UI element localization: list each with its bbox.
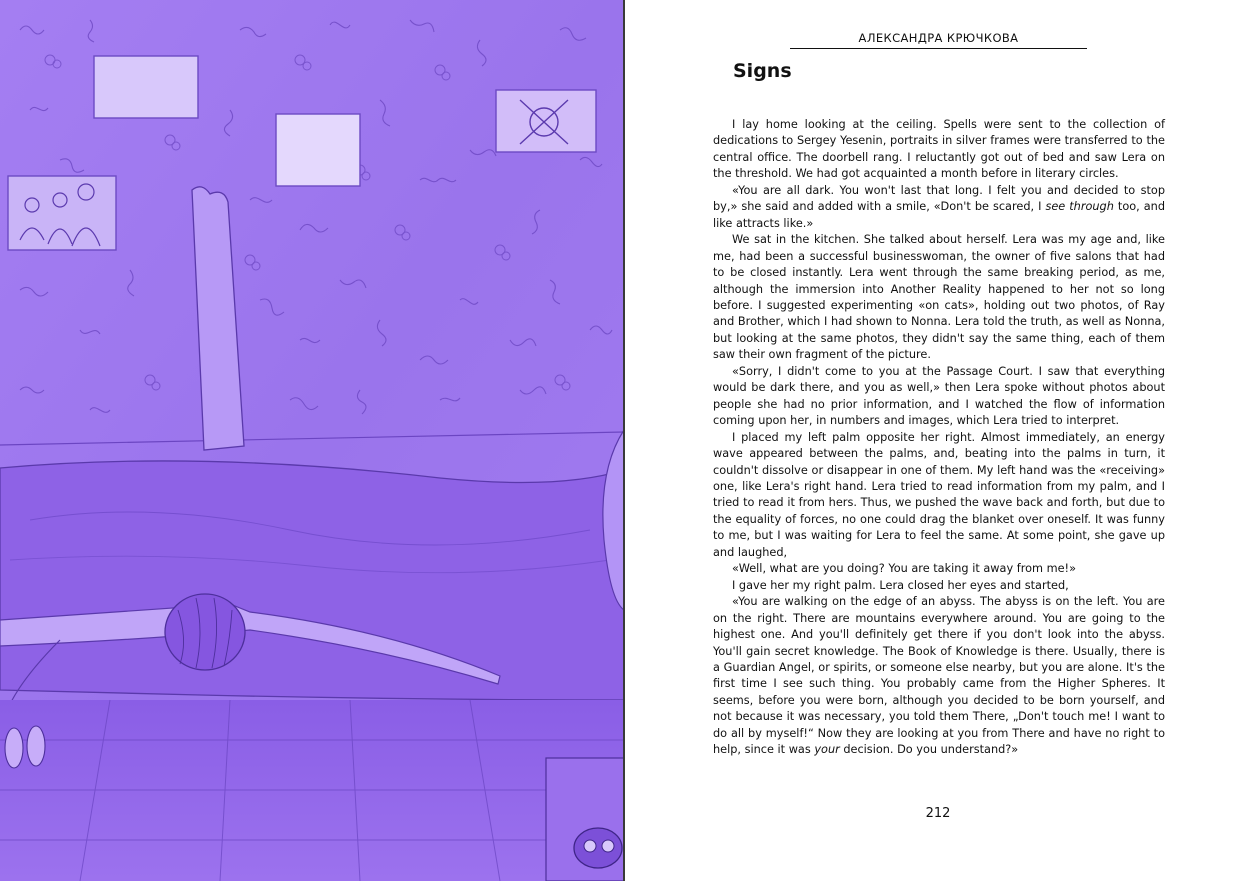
paragraph — [713, 117, 1165, 183]
paragraph-text: I lay home looking at the ceiling. Spells were sent to the collection of dedications to Sergey Yesenin, portraits in silver frames were transferred to the central office. The doorbell rang. I reluctantly got out of bed and saw Lera on the threshold. We had got acquainted a month before in literary circles. — [713, 118, 1165, 181]
text-page — [625, 0, 1250, 881]
paragraph-text: decision. Do you understand?» — [839, 743, 1019, 757]
paragraph-text: «Well, what are you doing? You are taking it away from me!» — [732, 562, 1076, 576]
wall-frame-center — [276, 114, 360, 186]
paragraph — [713, 594, 1165, 759]
paragraph-text: I placed my left palm opposite her right. Almost immediately, an energy wave appeared between the palms, and, beating into the palms in turn, it couldn't dissolve or disappear in one of them. My left hand was the «receiving» one, like Lera's right hand. Lera tried to read information from my palm, and I tried to read it from hers. Thus, we pushed the wave back and forth, but due to the equality of forces, no one could drag the blanket over oneself. It was funny to me, but I was waiting for Lera to feel the same. At some point, she gave up and laughed, — [713, 430, 1165, 559]
paragraph-text: «Sorry, I didn't come to you at the Passage Court. I saw that everything would be dark there, and you as well,» then Lera spoke without photos about people she had no prior information, and I watched the flow of information coming upon her, in numbers and images, which Lera tried to interpret. — [713, 364, 1165, 428]
paragraph-text: too, and like attracts like.» — [713, 200, 1165, 230]
paragraph — [713, 561, 1165, 577]
paragraph-text: «You are all dark. You won't last that long. I felt you and decided to stop by,» she said and added with a smile, «Don't be scared, I — [713, 183, 1165, 214]
paragraph-text: We sat in the kitchen. She talked about herself. Lera was my age and, like me, had been a successful businesswoman, the owner of five salons that had to be closed instantly. Lera went through the same breaking period, as me, although the immersion into Another Reality happened to her not so long before. I suggested experimenting «on cats», holding out two photos, of Ray and Brother, which I had shown to Nonna. Lera told the truth, as well as Nonna, but looking at the same photos, they didn't say the same thing, each of them saw their own fragment of the picture. — [713, 233, 1165, 362]
running-head: АЛЕКСАНДРА КРЮЧКОВА — [790, 30, 1087, 49]
paragraph-text: I gave her my right palm. Lera closed her eyes and started, — [732, 578, 1069, 592]
page-number: 212 — [925, 806, 951, 821]
emphasis-text: your — [814, 743, 840, 757]
wall-photo-frame — [8, 176, 116, 250]
chapter-title: Signs — [733, 60, 792, 82]
paragraph — [713, 364, 1165, 430]
emphasis-text: see through — [1045, 200, 1114, 214]
paragraph — [713, 578, 1165, 594]
paragraph — [713, 430, 1165, 562]
girl-head — [165, 594, 245, 670]
illustration-page — [0, 0, 624, 881]
blanket — [0, 461, 624, 700]
pencil-drawing — [0, 0, 624, 881]
paragraph-text: «You are walking on the edge of an abyss. The abyss is on the left. You are on the right. There are mountains everywhere around. You are going to the highest one. And you'll definitely get there if you don't look into the abyss. You'll gain secret knowledge. The Book of Knowledge is there. Usually, there is a Guardian Angel, or spirits, or someone else nearby, but you are alone. It's the first time I see such thing. You probably came from the Higher Spheres. It seems, before you were born, although you decided to be born yourself, and not because it was necessary, you told them There, „Don't touch me! I want to do all by myself!“ Now they are looking at you from There and have no right to help, since it was — [713, 595, 1165, 757]
paragraph — [713, 183, 1165, 232]
paragraph — [713, 232, 1165, 364]
body-text — [713, 117, 1165, 759]
wall-frame-top-left — [94, 56, 198, 118]
